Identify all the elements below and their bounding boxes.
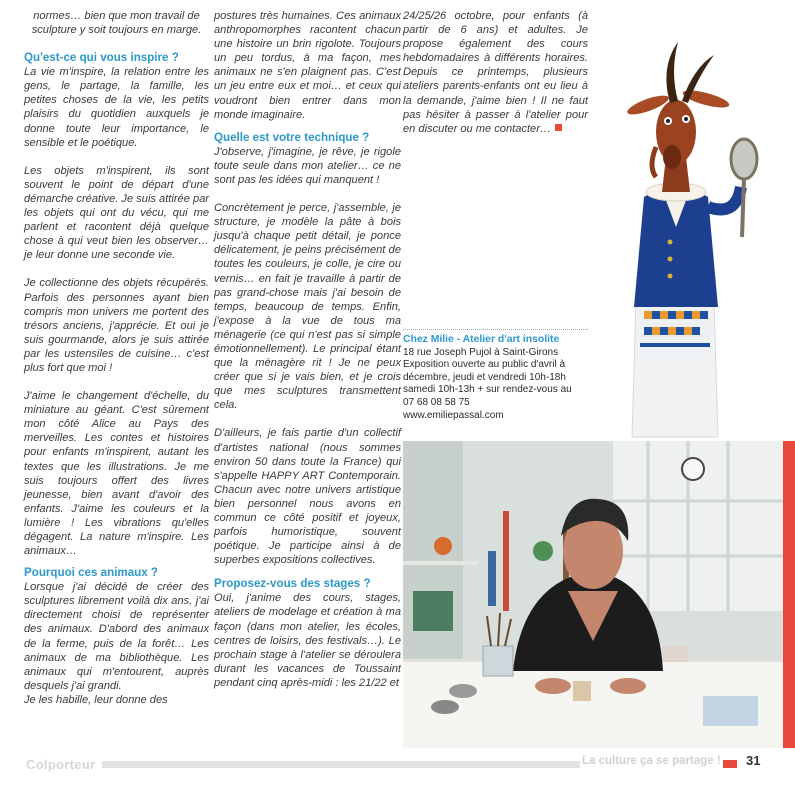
article-column-2 (214, 9, 401, 690)
page-number: 31 (746, 753, 761, 768)
magazine-logo: Colporteur (26, 757, 96, 772)
question-heading: Proposez-vous des stages ? (214, 577, 371, 591)
website-link[interactable]: www.emiliepassal.com (403, 409, 504, 421)
phone-number: 07 68 08 58 75 (403, 396, 470, 408)
paragraph: Concrètement je perce, j'assemble, je structure, je modèle la pâte à bois jusqu'à chaque petit détail, je ponce délicatement, je peins précisément de toutes les couleurs, je colle, je cire ou vernis… en fait je travaille à partir de pas grand-chose mais j'ai besoin de temps, beaucoup de temps. Enfin, j'expose à la vue de tous ma ménagerie (ce qui n'est pas si simple émotionnellement). Le principal étant que la ménagère rit ! Je ne peux créer que si je vais bien, et je crois que mes sculptures transmettent cela. (214, 202, 401, 412)
paragraph: Oui, j'anime des cours, stages, ateliers de modelage et création à ma façon (dans mon atelier, les écoles, centres de loisirs, des festivals…). Le prochain stage à l'atelier se déroulera durant les vacances de Toussaint pendant cinq après-midi : les 21/22 et (214, 592, 401, 689)
paragraph: D'ailleurs, je fais partie d'un collectif d'artistes national (nous sommes environ 50 dans toute la France) qui s'appelle HAPPY ART Contemporain. Chacun avec notre univers artistique bien personnel nous avons en commun ce côté positif et joyeux, parfois humoristique, souvent poétique. Je participe ainsi à de superbes expositions collectives. (214, 427, 401, 567)
paragraph (403, 9, 588, 136)
hours-line: samedi 10h-13h + sur rendez-vous au (403, 384, 572, 396)
hours-line: décembre, jeudi et vendredi 10h-18h (403, 371, 566, 383)
paragraph: Je les habille, leur donne des (24, 693, 168, 706)
paragraph: La vie m'inspire, la relation entre les gens, le partage, la famille, les petites choses de la vie, les petits plaisirs du quotidien auxquels je donne toute leur importance, le sensible et le poétique. (24, 66, 209, 149)
question-heading: Quelle est votre technique ? (214, 130, 370, 144)
goat-sculpture-photo (596, 27, 795, 441)
caption-divider (403, 329, 588, 330)
hours-line: Exposition ouverte au public d'avril à (403, 359, 566, 371)
end-mark-square (555, 124, 562, 131)
accent-band (783, 441, 795, 748)
paragraph: J'aime le changement d'échelle, du miniature au géant. C'est sûrement mon côté Alice au Pays des merveilles. Les contes et histoires pour enfants m'inspirent, autant les textes que les illustrations. Je me suis toujours offert des livres jeunesse, bien avant d'avoir des enfants. J'aime les couleurs et la lumière ! Les vibrations qu'elles dégagent. La nature m'inspire. Les animaux… (24, 390, 209, 558)
question-heading: Qu'est-ce qui vous inspire ? (24, 51, 179, 65)
article-column-3 (403, 9, 588, 136)
question-heading: Pourquoi ces animaux ? (24, 566, 159, 580)
paragraph: normes… bien que mon travail de sculpture y soit toujours en marge. (31, 10, 202, 37)
footer-tagline: La culture ça se partage ! (582, 755, 721, 767)
gallery-info (403, 334, 593, 422)
closing-text: 24/25/26 octobre, pour enfants (à partir de 6 ans) et adultes. Je propose également des cours hebdomadaires à différents horaires. Depuis ce printemps, plusieurs ateliers parents-enfants ont eu lieu à la demande, j'aime bien ! Il ne faut pas hésiter à passer à l'atelier pour en discuter ou me contacter… (403, 10, 588, 135)
footer-rule (102, 761, 580, 768)
page-footer (0, 748, 795, 800)
paragraph: Lorsque j'ai décidé de créer des sculptures librement voilà dix ans, j'ai directement choisi de représenter des animaux. D'abord des animaux de la ferme, puis de la forêt… Les animaux de ma bibliothèque. Les animaux qui m'entourent, auprès desquels j'ai grandi. (24, 581, 209, 692)
paragraph: Je collectionne des objets récupérés. Parfois des personnes ayant bien compris mon univers me portent des trésors anciens, j'apprécie. Et oui je suis gourmande, alors je suis attirée par les ustensiles de cuisine… c'est plus fort que moi ! (24, 277, 209, 374)
paragraph: Les objets m'inspirent, ils sont souvent le point de départ d'une démarche créative. Je suis attirée par les objets qui ont du vécu, qui me parlent et racontent déjà quelque chose à qui veut bien les observer… je leur donne une seconde vie. (24, 164, 209, 262)
paragraph: J'observe, j'imagine, je rêve, je rigole toute seule dans mon atelier… ce ne sont pas les idées qui manquent ! (214, 145, 401, 186)
article-column-1 (24, 9, 209, 707)
page-number-marker (723, 760, 737, 768)
artist-studio-photo (403, 441, 783, 748)
address-line: 18 rue Joseph Pujol à Saint-Girons (403, 346, 559, 358)
gallery-title: Chez Milie - Atelier d'art insolite (403, 334, 560, 345)
paragraph: postures très humaines. Ces animaux anthropomorphes racontent chacun une histoire un brin rigolote. Toujours un peu tordus, à ma façon, mes animaux ne s'en plaignent pas. C'est un jeu entre eux et moi… et ceux qui voudront bien entrer dans mon monde imaginaire. (214, 10, 401, 121)
